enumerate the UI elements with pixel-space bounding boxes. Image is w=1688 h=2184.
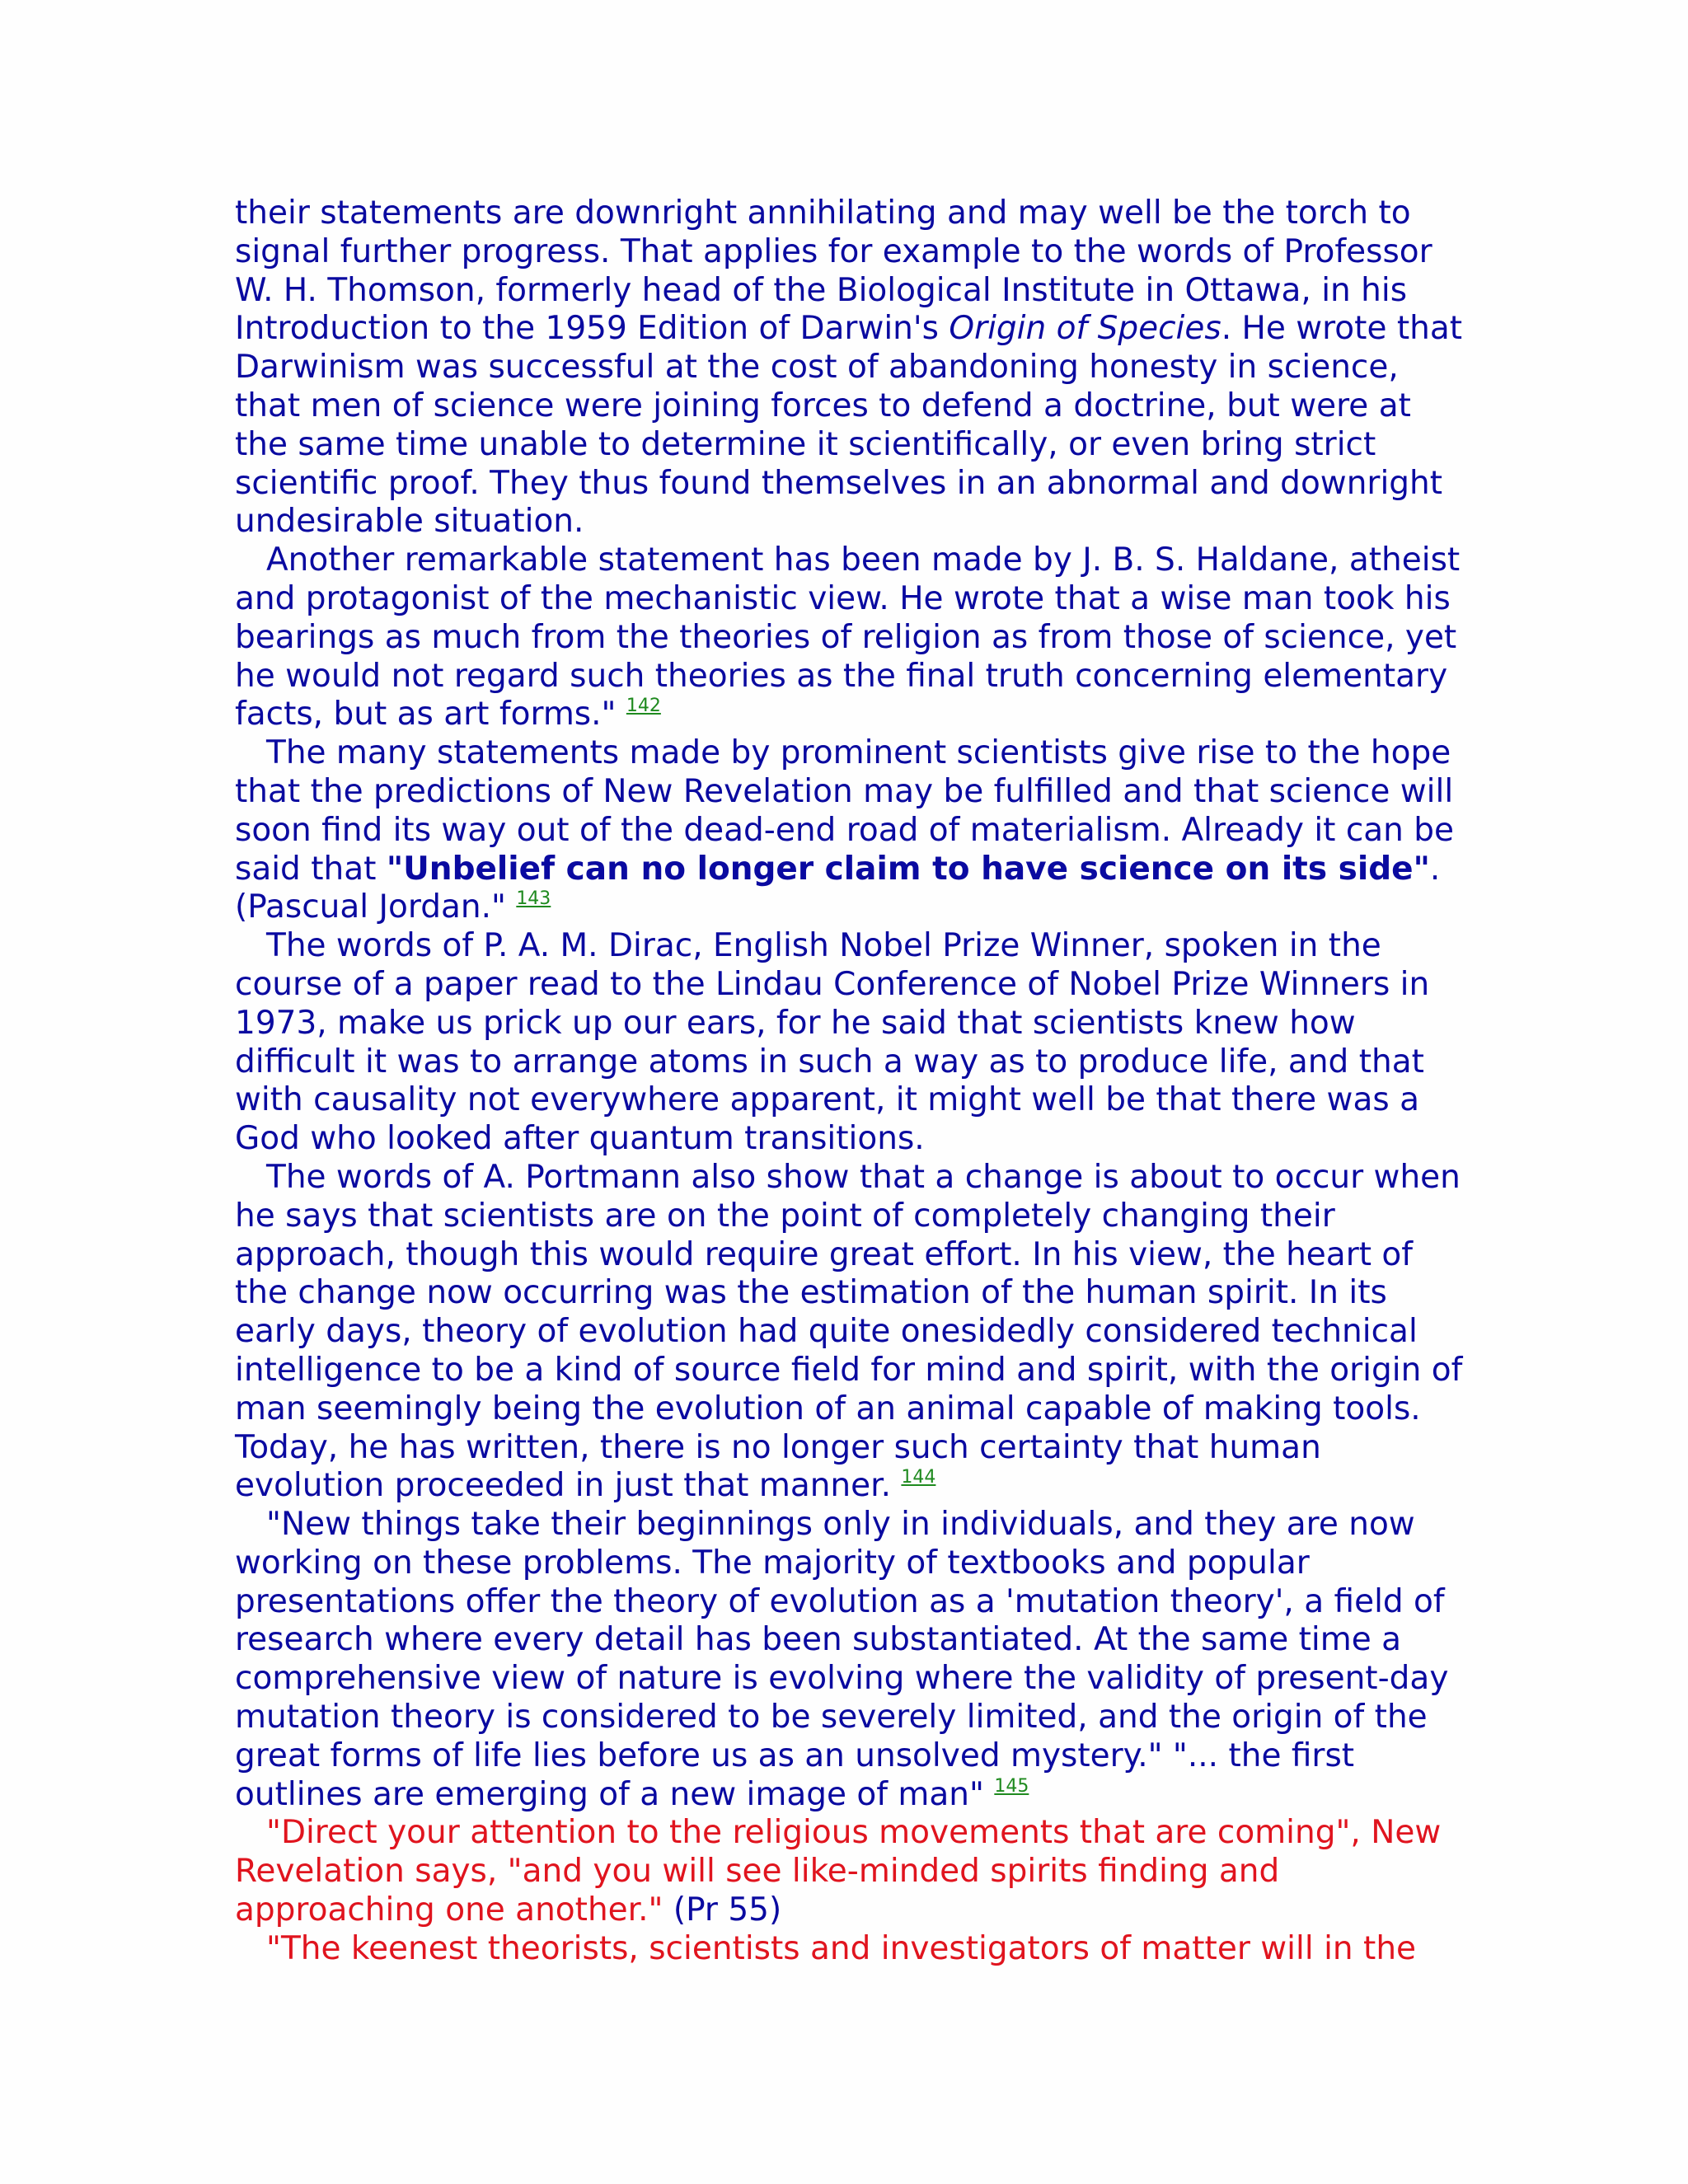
revelation-quote: "Direct your attention to the religious movements that are coming", New Revelation says, "and you will see like-minded spirits finding and approaching one another." (235, 1814, 1442, 1929)
book-title: Origin of Species (949, 310, 1221, 348)
paragraph-text: . He wrote that Darwinism was successful at the cost of abandoning honesty in science, that men of science were joining forces to defend a doctrine, but were at the same time unable to determine it scientifically, or even bring strict scientific proof. They thus found themselves in an abnormal and downright undesirable situation. (235, 310, 1463, 541)
bold-quote: "Unbelief can no longer claim to have science on its side" (386, 850, 1430, 888)
paragraph-text: The many statements made by prominent scientists give rise to the hope that the predictions of New Revelation may be fulfilled and that science will soon find its way out of the dead-end road of materialism. Already it can be said that (235, 734, 1455, 888)
paragraph-religious-movements (235, 1814, 1471, 1929)
paragraph-new-things (235, 1506, 1471, 1814)
paragraph-text: The words of P. A. M. Dirac, English Nobel Prize Winner, spoken in the course of a paper read to the Lindau Conference of Nobel Prize Winners in 1973, make us prick up our ears, for he said that scientists knew how difficult it was to arrange atoms in such a way as to produce life, and that with causality not everywhere apparent, it might well be that there was a God who looked after quantum transitions. (235, 927, 1430, 1158)
paragraph-haldane (235, 541, 1471, 734)
paragraph-text: . (Pascual Jordan." (235, 850, 1441, 926)
paragraph-dirac (235, 927, 1471, 1159)
revelation-quote: "The keenest theorists, scientists and investigators of matter will in the (266, 1929, 1417, 1967)
paragraph-theorists (235, 1930, 1471, 1969)
paragraph-text: "New things take their beginnings only in individuals, and they are now working on these problems. The majority of textbooks and popular presentations offer the theory of evolution as a 'mutation theory', a field of research where every detail has been substantiated. At the same time a comprehensive view of nature is evolving where the validity of present-day mutation theory is considered to be severely limited, and the origin of the great forms of life lies before us as an unsolved mystery." "... the first outlines are emerging of a new image of man" (235, 1506, 1449, 1813)
paragraph-jordan (235, 734, 1471, 927)
paragraph-text: Another remarkable statement has been made by J. B. S. Haldane, atheist and protagonist of the mechanistic view. He wrote that a wise man took his bearings as much from the theories of religion as from those of science, yet he would not regard such theories as the final truth concerning elementary facts, but as art forms." (235, 541, 1461, 733)
document-page (235, 194, 1471, 1969)
footnote-link-144[interactable]: 144 (901, 1467, 936, 1488)
footnote-link-143[interactable]: 143 (516, 888, 551, 910)
paragraph-thomson (235, 194, 1471, 541)
paragraph-text: their statements are downright annihilating and may well be the torch to signal further progress. That applies for example to the words of Professor W. H. Thomson, formerly head of the Biological Institute in Ottawa, in his Introduction to the 1959 Edition of Darwin's (235, 194, 1432, 348)
citation: (Pr 55) (663, 1891, 782, 1929)
paragraph-text: The words of A. Portmann also show that a change is about to occur when he says that scientists are on the point of completely changing their approach, though this would require great effort. In his view, the heart of the change now occurring was the estimation of the human spirit. In its early days, theory of evolution had quite onesidedly considered technical intelligence to be a kind of source field for mind and spirit, with the origin of man seemingly being the evolution of an animal capable of making tools. Today, he has written, there is no longer such certainty that human evolution proceeded in just that manner. (235, 1158, 1463, 1505)
footnote-link-145[interactable]: 145 (994, 1775, 1029, 1797)
paragraph-portmann (235, 1159, 1471, 1506)
footnote-link-142[interactable]: 142 (626, 696, 661, 717)
